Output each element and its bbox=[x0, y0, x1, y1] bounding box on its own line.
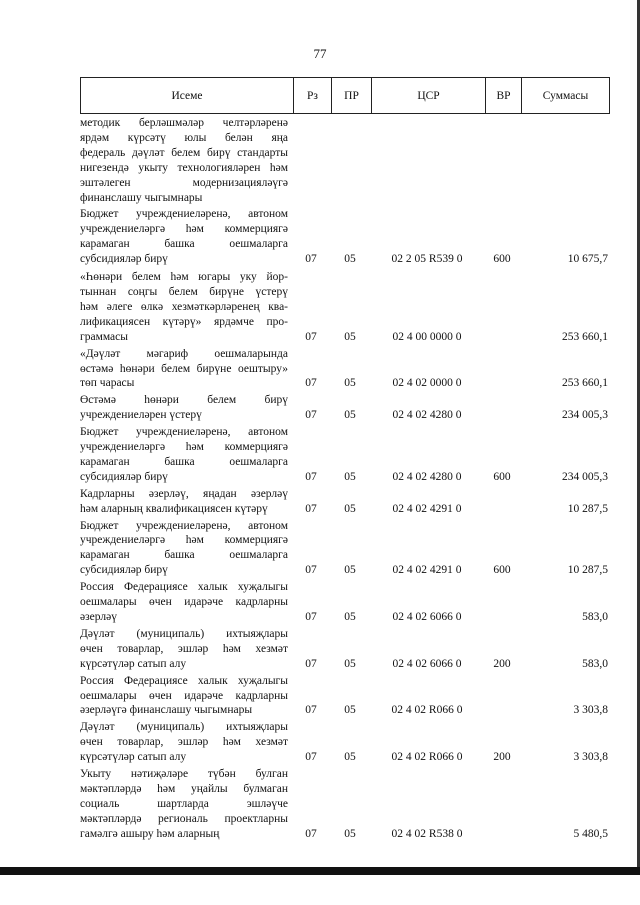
header-vr: ВР bbox=[485, 78, 521, 113]
row-pr: 05 bbox=[344, 253, 356, 266]
row-sum: 10 287,5 bbox=[567, 564, 608, 577]
row-name-line: финанслашу чыгымнары bbox=[80, 191, 203, 204]
row-sum: 3 303,8 bbox=[573, 704, 608, 717]
row-name-line: методик берләшмәләр челтәрләренә bbox=[80, 117, 288, 129]
row-name-line: оешмалары өчен идарәче кадрларны bbox=[80, 689, 288, 702]
row-rz: 07 bbox=[305, 330, 317, 343]
row-name-line: Бюджет учреждениеләренә, автоном bbox=[80, 426, 288, 439]
table-row bbox=[80, 519, 610, 579]
row-rz: 07 bbox=[305, 377, 317, 390]
row-rz: 07 bbox=[305, 751, 317, 764]
row-name bbox=[80, 720, 288, 765]
row-name-line: учреждениеләргә һәм коммерциягә bbox=[80, 441, 288, 454]
header-name: Исеме bbox=[171, 89, 203, 102]
row-name bbox=[80, 207, 288, 267]
row-name-line: Өстәмә һөнәри белем бирү bbox=[80, 394, 288, 407]
row-csr: 02 4 02 0000 0 bbox=[392, 377, 462, 390]
row-name-line: учреждениеләргә һәм коммерциягә bbox=[80, 223, 288, 236]
row-name-line: Кадрларны әзерләү, яңадан әзерләү bbox=[80, 487, 288, 500]
row-name bbox=[80, 393, 288, 423]
row-pr: 05 bbox=[344, 470, 356, 483]
row-pr: 05 bbox=[344, 564, 356, 577]
row-name-line: «Һөнәри белем һәм югары уку йор- bbox=[80, 271, 288, 284]
row-name-line: төп чарасы bbox=[80, 377, 135, 390]
row-csr: 02 4 02 R538 0 bbox=[391, 827, 463, 840]
row-sum: 583,0 bbox=[582, 657, 608, 670]
table-row bbox=[80, 720, 610, 765]
row-name-line: Дәүләт (муниципаль) ихтыяҗлары bbox=[80, 721, 288, 734]
row-name-line: өстәмә һөнәри белем бирүне оештыру» bbox=[80, 362, 288, 375]
row-name-line: учреждениеләрен үстерү bbox=[80, 409, 202, 422]
row-name bbox=[80, 580, 288, 625]
row-pr: 05 bbox=[344, 704, 356, 717]
row-rz: 07 bbox=[305, 253, 317, 266]
table-row bbox=[80, 425, 610, 485]
table-row bbox=[80, 207, 610, 267]
row-name-line: һәм әлеге өлкә хезмәткәрләренең ква- bbox=[80, 300, 288, 313]
header-pr: ПР bbox=[331, 78, 371, 113]
row-sum: 234 005,3 bbox=[562, 470, 608, 483]
row-vr: 200 bbox=[493, 657, 511, 670]
table-row bbox=[80, 347, 610, 392]
header-csr: ЦСР bbox=[371, 78, 485, 113]
row-csr: 02 4 02 4280 0 bbox=[392, 409, 462, 422]
row-pr: 05 bbox=[344, 377, 356, 390]
row-name-line: учреждениеләргә һәм коммерциягә bbox=[80, 534, 288, 547]
row-name-line: һәм аларның квалификациясен күтәрү bbox=[80, 502, 268, 515]
row-name-line: граммасы bbox=[80, 330, 128, 343]
row-name-line: лификациясен күтәрү» ярдәмче про- bbox=[80, 315, 288, 328]
row-csr: 02 4 00 0000 0 bbox=[392, 330, 462, 343]
row-name-line: нигезендә укыту технологияләрен һәм bbox=[80, 161, 288, 174]
row-rz: 07 bbox=[305, 564, 317, 577]
header-rz: Рз bbox=[293, 78, 331, 113]
row-name-line: карамаган башка оешмаларга bbox=[80, 549, 288, 562]
row-sum: 10 287,5 bbox=[567, 502, 608, 515]
row-rz: 07 bbox=[305, 657, 317, 670]
row-pr: 05 bbox=[344, 751, 356, 764]
row-name-line: субсидияләр бирү bbox=[80, 470, 168, 483]
row-csr: 02 4 02 4291 0 bbox=[392, 502, 462, 515]
row-vr: 200 bbox=[493, 751, 511, 764]
row-pr: 05 bbox=[344, 611, 356, 623]
table-row bbox=[80, 580, 610, 625]
row-vr: 600 bbox=[493, 470, 511, 483]
row-name-line: оешмалары өчен идарәче кадрларны bbox=[80, 596, 288, 609]
row-name-line: карамаган башка оешмаларга bbox=[80, 455, 288, 468]
row-pr: 05 bbox=[344, 330, 356, 343]
row-sum: 10 675,7 bbox=[567, 253, 608, 266]
row-name bbox=[80, 627, 288, 672]
row-csr: 02 4 02 6066 0 bbox=[392, 657, 462, 670]
row-sum: 253 660,1 bbox=[562, 377, 608, 390]
row-csr: 02 4 02 6066 0 bbox=[392, 611, 462, 623]
scan-bottom-bar bbox=[0, 867, 640, 875]
row-name-line: Бюджет учреждениеләренә, автоном bbox=[80, 208, 288, 221]
table-header bbox=[80, 77, 610, 114]
row-name-line: федераль дәүләт белем бирү стандарты bbox=[80, 146, 288, 159]
row-name-line: «Дәүләт мәгариф оешмаларында bbox=[80, 347, 288, 360]
row-csr: 02 4 02 4280 0 bbox=[392, 470, 462, 483]
row-name-line: Дәүләт (муниципаль) ихтыяҗлары bbox=[80, 627, 288, 640]
row-sum: 253 660,1 bbox=[562, 330, 608, 343]
row-name bbox=[80, 674, 288, 719]
row-csr: 02 4 02 R066 0 bbox=[391, 751, 463, 764]
row-name-line: әзерләү bbox=[80, 611, 117, 623]
row-csr: 02 4 02 4291 0 bbox=[392, 564, 462, 577]
row-vr: 600 bbox=[493, 253, 511, 266]
row-name-line: өчен товарлар, эшләр һәм хезмәт bbox=[80, 642, 288, 655]
row-name bbox=[80, 519, 288, 579]
row-name-line: эштәлеген модернизацияләүгә bbox=[80, 176, 288, 189]
row-rz: 07 bbox=[305, 704, 317, 717]
row-name bbox=[80, 116, 288, 205]
row-name bbox=[80, 270, 288, 345]
row-name-line: Укыту нәтиҗәләре түбән булган bbox=[80, 768, 288, 781]
row-name-line: субсидияләр бирү bbox=[80, 564, 168, 577]
row-pr: 05 bbox=[344, 409, 356, 422]
table-row bbox=[80, 116, 610, 205]
row-pr: 05 bbox=[344, 502, 356, 515]
page-number: 77 bbox=[313, 46, 327, 61]
row-name-line: күрсәтүләр сатып алу bbox=[80, 751, 187, 764]
row-csr: 02 4 02 R066 0 bbox=[391, 704, 463, 717]
row-name-line: Россия Федерациясе халык хуҗалыгы bbox=[80, 674, 288, 687]
table-row bbox=[80, 674, 610, 719]
row-rz: 07 bbox=[305, 470, 317, 483]
row-name bbox=[80, 487, 288, 517]
row-csr: 02 2 05 R539 0 bbox=[391, 253, 463, 266]
row-name-line: күрсәтүләр сатып алу bbox=[80, 657, 187, 670]
row-name-line: тыннан соңгы белем бирүне үстерү bbox=[80, 285, 288, 298]
table-row bbox=[80, 627, 610, 672]
row-name bbox=[80, 767, 288, 842]
row-name-line: өчен товарлар, эшләр һәм хезмәт bbox=[80, 736, 288, 749]
row-name-line: мәктәпләрдә региональ проектларны bbox=[80, 812, 288, 825]
table-row bbox=[80, 270, 610, 345]
table-row bbox=[80, 393, 610, 423]
row-name-line: ярдәм күрсәтү юлы белән яңа bbox=[80, 131, 288, 144]
row-vr: 600 bbox=[493, 564, 511, 577]
row-sum: 583,0 bbox=[582, 611, 608, 623]
table-row bbox=[80, 767, 610, 842]
row-sum: 234 005,3 bbox=[562, 409, 608, 422]
table-row bbox=[80, 487, 610, 517]
table-body bbox=[80, 114, 610, 842]
row-name bbox=[80, 347, 288, 392]
row-pr: 05 bbox=[344, 827, 356, 840]
row-name-line: мәктәпләрдә һәм уңайлы булмаган bbox=[80, 782, 288, 795]
row-name-line: карамаган башка оешмаларга bbox=[80, 238, 288, 251]
row-rz: 07 bbox=[305, 502, 317, 515]
row-sum: 5 480,5 bbox=[573, 827, 608, 840]
row-rz: 07 bbox=[305, 409, 317, 422]
row-name-line: субсидияләр бирү bbox=[80, 253, 168, 266]
header-sum: Суммасы bbox=[521, 78, 609, 113]
row-name-line: гамәлгә ашыру һәм аларның bbox=[80, 827, 220, 840]
row-pr: 05 bbox=[344, 657, 356, 670]
row-name bbox=[80, 425, 288, 485]
row-name-line: Бюджет учреждениеләренә, автоном bbox=[80, 519, 288, 532]
row-sum: 3 303,8 bbox=[573, 751, 608, 764]
row-name-line: Россия Федерациясе халык хуҗалыгы bbox=[80, 581, 288, 594]
row-rz: 07 bbox=[305, 827, 317, 840]
row-name-line: социаль шартларда эшләүче bbox=[80, 797, 288, 810]
row-name-line: әзерләүгә финанслашу чыгымнары bbox=[80, 704, 253, 717]
row-rz: 07 bbox=[305, 611, 317, 623]
